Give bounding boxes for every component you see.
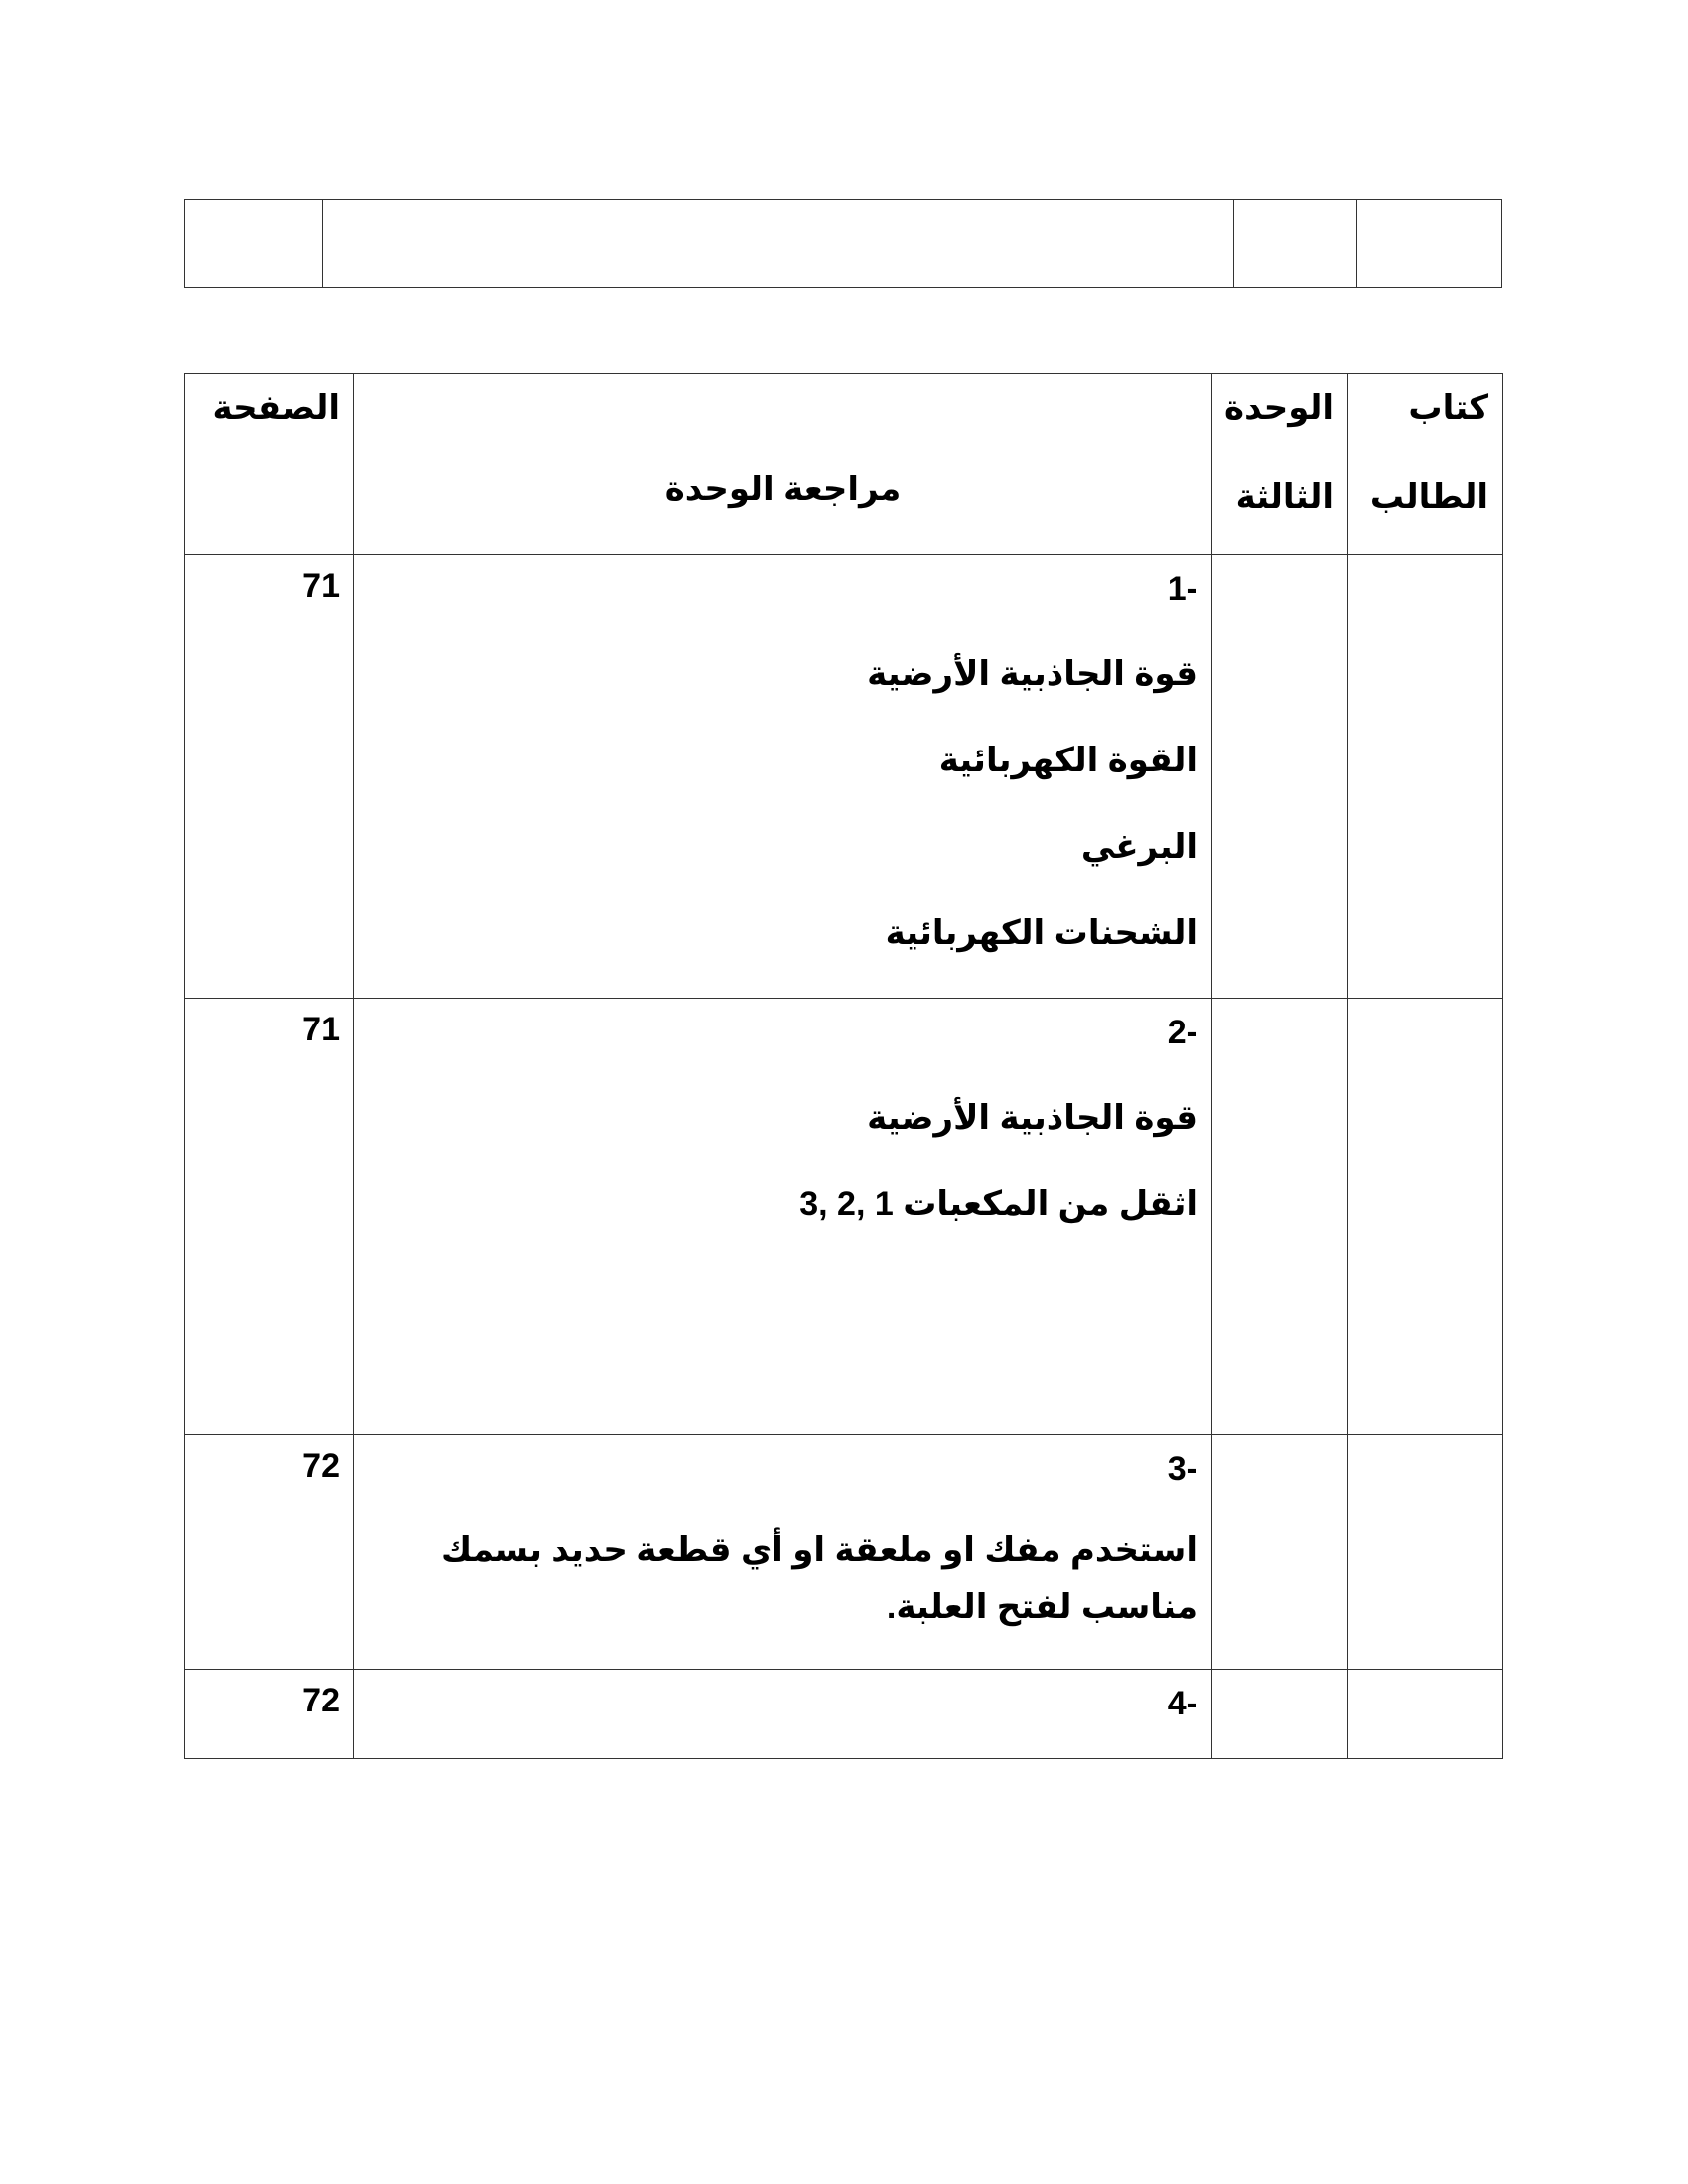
answer-line: القوة الكهربائية [938, 742, 1197, 779]
answer-cell [354, 555, 1212, 999]
page-cell [185, 999, 354, 1435]
top-cell [323, 200, 1234, 288]
empty-cell [1348, 1670, 1503, 1759]
header-page-cell [185, 374, 354, 555]
empty-cell [1212, 1435, 1348, 1670]
question-number: 3- [1167, 1450, 1197, 1488]
answer-paragraph: استخدم مفك او ملعقة او أي قطعة حديد بسمك مناسب لفتح العلبة. [441, 1531, 1197, 1626]
question-number: 2- [1167, 1014, 1197, 1051]
subject-title: مراجعة الوحدة [664, 471, 902, 508]
page-cell [185, 555, 354, 999]
header-subject-cell [354, 374, 1212, 555]
header-book-label: كتاب [1408, 389, 1488, 427]
header-unit-label: الوحدة [1224, 389, 1334, 427]
top-cell [185, 200, 323, 288]
table-row [185, 555, 1503, 999]
header-unit-cell [1212, 374, 1348, 555]
top-cell [1234, 200, 1357, 288]
table-row [185, 1435, 1503, 1670]
top-cell [1357, 200, 1502, 288]
table-row [185, 999, 1503, 1435]
page-number: 71 [302, 567, 340, 605]
answer-cell [354, 999, 1212, 1435]
table-row [185, 1670, 1503, 1759]
top-table-row [185, 200, 1502, 288]
header-book-cell [1348, 374, 1503, 555]
answer-cell [354, 1435, 1212, 1670]
empty-cell [1348, 555, 1503, 999]
empty-cell [1212, 1670, 1348, 1759]
page-number: 72 [302, 1682, 340, 1719]
empty-cell [1212, 999, 1348, 1435]
question-number: 1- [1167, 570, 1197, 608]
question-number: 4- [1167, 1685, 1197, 1722]
top-empty-table [184, 199, 1502, 288]
table-header-row [185, 374, 1503, 555]
empty-cell [1348, 999, 1503, 1435]
answer-key-table [184, 373, 1503, 1759]
page-number: 72 [302, 1447, 340, 1485]
header-unit-value: الثالثة [1235, 478, 1334, 516]
page-cell [185, 1435, 354, 1670]
header-page-label: الصفحة [212, 389, 340, 427]
answer-cell [354, 1670, 1212, 1759]
empty-cell [1212, 555, 1348, 999]
empty-cell [1348, 1435, 1503, 1670]
page-number: 71 [302, 1011, 340, 1048]
header-book-value: الطالب [1369, 478, 1488, 516]
answer-line: قوة الجاذبية الأرضية [867, 655, 1197, 693]
answer-line: قوة الجاذبية الأرضية [867, 1099, 1197, 1137]
answer-line: اثقل من المكعبات 1 ,2 ,3 [799, 1185, 1197, 1223]
page-cell [185, 1670, 354, 1759]
answer-line: الشحنات الكهربائية [885, 914, 1197, 952]
answer-line: البرغي [1080, 828, 1197, 866]
